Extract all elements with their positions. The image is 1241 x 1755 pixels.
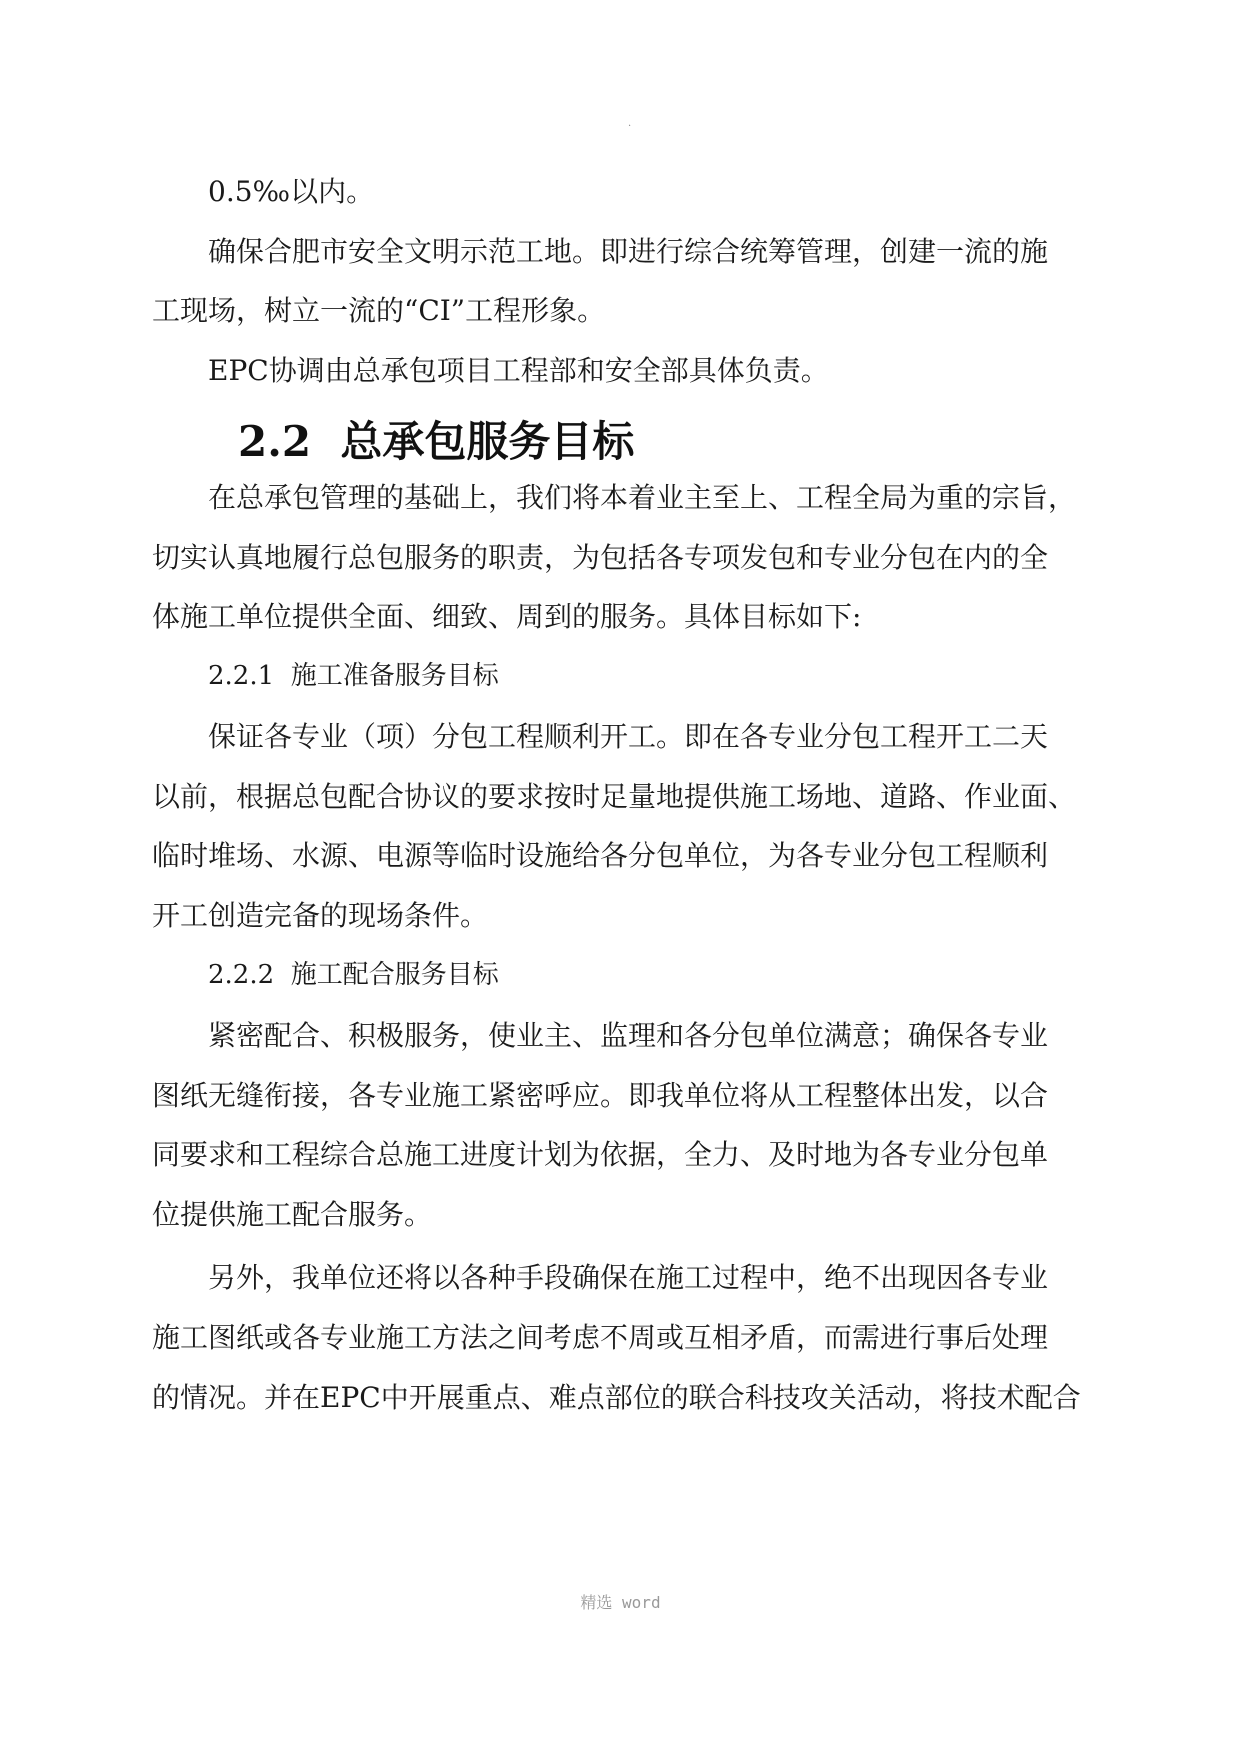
subsection-heading xyxy=(208,656,499,696)
section-number: 2.2 xyxy=(238,417,312,466)
subsection-number: 2.2.2 xyxy=(208,960,275,990)
subsection-number: 2.2.1 xyxy=(208,661,275,691)
page-footer: 精选 word xyxy=(580,1593,661,1612)
text-line: 0.5‰以内。 xyxy=(208,175,375,208)
text-line: 同要求和工程综合总施工进度计划为依据，全力、及时地为各专业分包单 xyxy=(152,1138,1049,1171)
text-line: 体施工单位提供全面、细致、周到的服务。具体目标如下: xyxy=(152,600,862,633)
text-line: 保证各专业（项）分包工程顺利开工。即在各专业分包工程开工二天 xyxy=(208,720,1049,753)
text-line: 位提供施工配合服务。 xyxy=(152,1198,433,1231)
text-line: 临时堆场、水源、电源等临时设施给各分包单位，为各专业分包工程顺利 xyxy=(152,839,1049,872)
text-line: 以前，根据总包配合协议的要求按时足量地提供施工场地、道路、作业面、 xyxy=(152,780,1077,813)
text-line: 开工创造完备的现场条件。 xyxy=(152,899,489,932)
subsection-heading xyxy=(208,955,499,995)
subsection-title: 施工配合服务目标 xyxy=(290,960,499,990)
text-line: EPC协调由总承包项目工程部和安全部具体负责。 xyxy=(208,354,829,387)
subsection-title: 施工准备服务目标 xyxy=(290,661,499,691)
text-line: 图纸无缝衔接，各专业施工紧密呼应。即我单位将从工程整体出发，以合 xyxy=(152,1079,1049,1112)
text-line: 施工图纸或各专业施工方法之间考虑不周或互相矛盾，而需进行事后处理 xyxy=(152,1321,1049,1354)
section-title: 总承包服务目标 xyxy=(340,417,635,466)
text-line: 切实认真地履行总包服务的职责，为包括各专项发包和专业分包在内的全 xyxy=(152,541,1049,574)
text-line: 紧密配合、积极服务，使业主、监理和各分包单位满意；确保各专业 xyxy=(208,1019,1049,1052)
text-line: 确保合肥市安全文明示范工地。即进行综合统筹管理，创建一流的施 xyxy=(208,235,1049,268)
text-line: 的情况。并在EPC中开展重点、难点部位的联合科技攻关活动，将技术配合 xyxy=(152,1381,1081,1414)
text-line: 在总承包管理的基础上，我们将本着业主至上、工程全局为重的宗旨， xyxy=(208,481,1077,514)
text-line: 工现场，树立一流的“CI”工程形象。 xyxy=(152,294,606,327)
header-mark: . xyxy=(628,118,632,129)
section-heading xyxy=(238,414,634,470)
text-line: 另外，我单位还将以各种手段确保在施工过程中，绝不出现因各专业 xyxy=(208,1261,1049,1294)
